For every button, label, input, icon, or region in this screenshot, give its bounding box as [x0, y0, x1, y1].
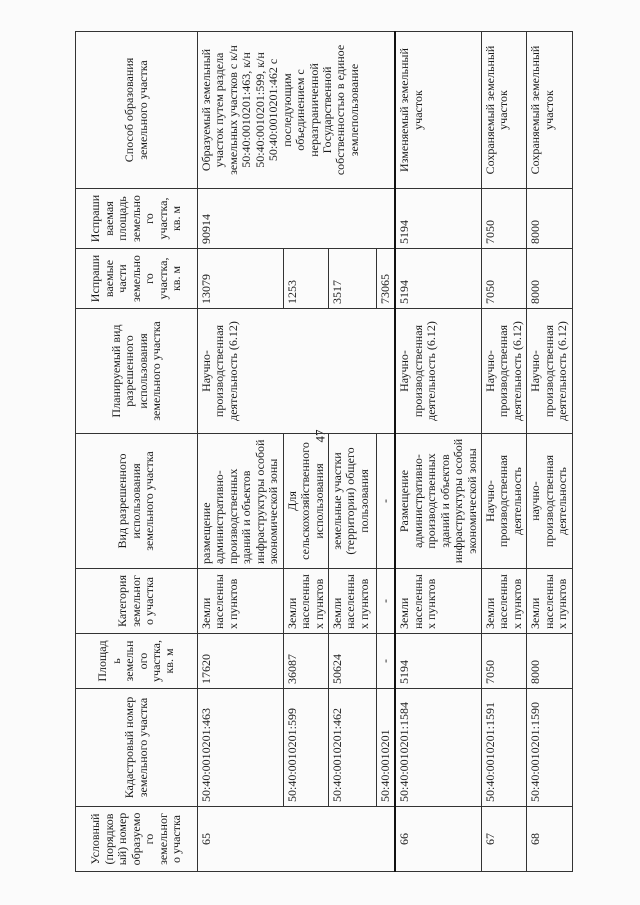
header-category: Категория земельного участка: [76, 569, 198, 634]
row67-part: 7050: [482, 249, 527, 309]
row65-area-4: -: [376, 634, 395, 689]
row65-part-2: 1253: [283, 249, 328, 309]
row68-cadastral: 50:40:0010201:1590: [527, 689, 572, 807]
row65-use-1: размещение административно-производственных зданий и объектов инфраструктуры особой экономической зоны: [198, 434, 284, 569]
table-row: [198, 32, 284, 872]
row66-use: Размещение административно-производственных зданий и объектов инфраструктуры особой экономической зоны: [395, 434, 481, 569]
row66-part: 5194: [395, 249, 481, 309]
row67-planned-use: Научно-производственная деятельность (6.12): [482, 309, 527, 434]
table-row: [395, 32, 481, 872]
row65-use-2: Для сельскохозяйственного использования: [283, 434, 328, 569]
row65-formation-method: Образуемый земельный участок путем раздела земельных участков с к/н 50:40:0010201:463, к/н 50:40:0010201:599, к/н 50:40:0010201:462 с последующим объединением с неразграниченной Государственной собственностью в единое землепользование: [198, 32, 396, 189]
row65-part-4: 73065: [376, 249, 395, 309]
row65-category-3: Земли населенных пунктов: [328, 569, 376, 634]
row65-use-3: земельные участки (территории) общего пользования: [328, 434, 376, 569]
row67-category: Земли населенных пунктов: [482, 569, 527, 634]
row66-formation-method: Изменяемый земельный участок: [395, 32, 481, 189]
row66-cadastral: 50:40:0010201:1584: [395, 689, 481, 807]
row65-cadastral-4: 50:40:0010201: [376, 689, 395, 807]
header-formation-method: Способ образования земельного участка: [76, 32, 198, 189]
header-conditional-number: Условный (порядковый) номер образуемого земельного участка: [76, 807, 198, 872]
row65-category-4: -: [376, 569, 395, 634]
header-area: Площадь земельного участка, кв. м: [76, 634, 198, 689]
row65-requested-area: 90914: [198, 189, 396, 249]
rotated-table-wrapper: [75, 32, 570, 872]
row68-use: научно-производственная деятельность: [527, 434, 572, 569]
row65-cadastral-1: 50:40:0010201:463: [198, 689, 284, 807]
row66-planned-use: Научно-производственная деятельность (6.12): [395, 309, 481, 434]
row65-category-1: Земли населенных пунктов: [198, 569, 284, 634]
row66-area: 5194: [395, 634, 481, 689]
table-row: [482, 32, 527, 872]
row65-area-2: 36087: [283, 634, 328, 689]
row65-planned-use: Научно-производственная деятельность (6.12): [198, 309, 396, 434]
row67-use: Научно-производственная деятельность: [482, 434, 527, 569]
row68-number: 68: [527, 807, 572, 872]
row68-category: Земли населенных пунктов: [527, 569, 572, 634]
header-permitted-use: Вид разрешенного использования земельного участка: [76, 434, 198, 569]
row67-formation-method: Сохраняемый земельный участок: [482, 32, 527, 189]
row67-cadastral: 50:40:0010201:1591: [482, 689, 527, 807]
row67-area: 7050: [482, 634, 527, 689]
row67-requested-area: 7050: [482, 189, 527, 249]
header-requested-area: Испрашиваемая площадь земельного участка, кв. м: [76, 189, 198, 249]
row65-cadastral-2: 50:40:0010201:599: [283, 689, 328, 807]
row65-part-3: 3517: [328, 249, 376, 309]
row65-area-1: 17620: [198, 634, 284, 689]
row66-requested-area: 5194: [395, 189, 481, 249]
header-cadastral-number: Кадастровый номер земельного участка: [76, 689, 198, 807]
header-row: [76, 32, 198, 872]
row68-requested-area: 8000: [527, 189, 572, 249]
header-planned-use: Планируемый вид разрешенного использования земельного участка: [76, 309, 198, 434]
row65-use-4: -: [376, 434, 395, 569]
row66-category: Земли населенных пунктов: [395, 569, 481, 634]
row65-number: 65: [198, 807, 396, 872]
row65-category-2: Земли населенных пунктов: [283, 569, 328, 634]
row67-number: 67: [482, 807, 527, 872]
row66-number: 66: [395, 807, 481, 872]
row68-area: 8000: [527, 634, 572, 689]
row68-planned-use: Научно-производственная деятельность (6.12): [527, 309, 572, 434]
row65-part-1: 13079: [198, 249, 284, 309]
row65-area-3: 50624: [328, 634, 376, 689]
row68-formation-method: Сохраняемый земельный участок: [527, 32, 572, 189]
row68-part: 8000: [527, 249, 572, 309]
land-plots-table: [75, 31, 573, 872]
row65-cadastral-3: 50:40:0010201:462: [328, 689, 376, 807]
table-row: [527, 32, 572, 872]
page-number: 47: [312, 429, 327, 443]
header-used-parts: Испрашиваемые части земельного участка, кв. м: [76, 249, 198, 309]
